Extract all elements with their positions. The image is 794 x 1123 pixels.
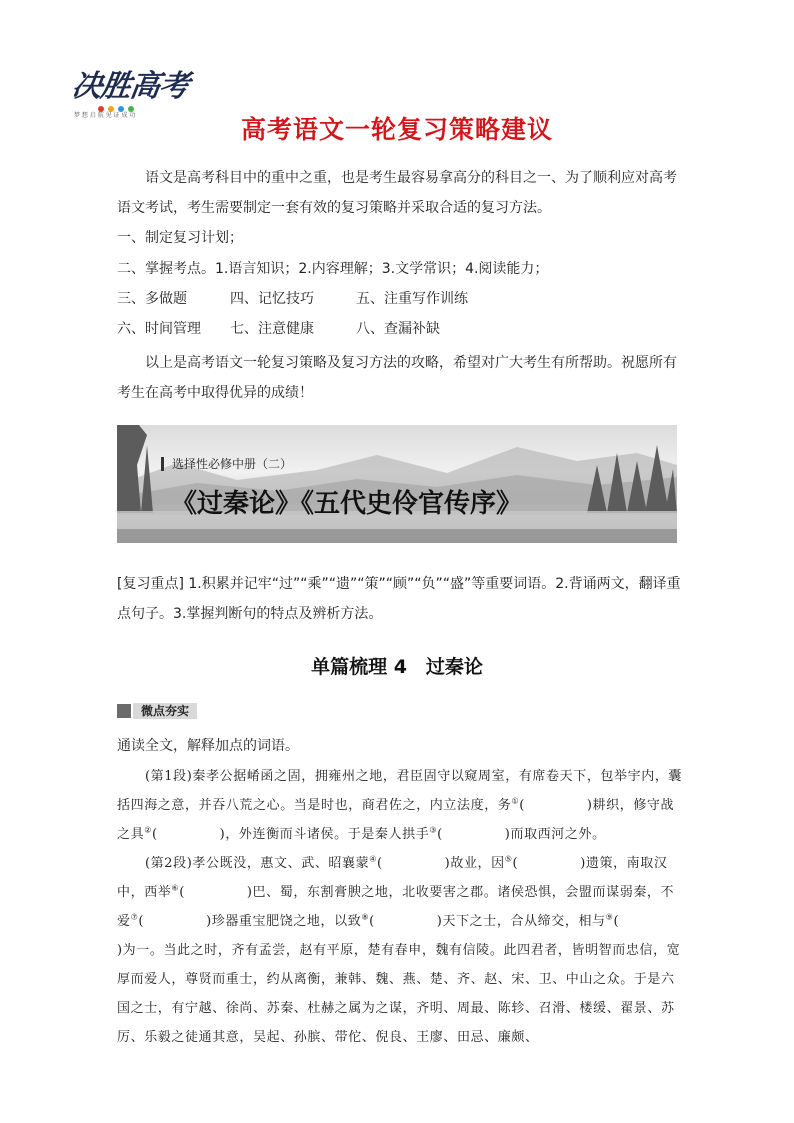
strategy-row-4 bbox=[117, 314, 440, 344]
section-tag bbox=[117, 703, 197, 719]
mark-5: ⑤ bbox=[504, 854, 513, 864]
mark-7: ⑦ bbox=[130, 912, 139, 922]
review-focus: [复习重点] 1.积累并记牢“过”“乘”“遗”“策”“顾”“负”“盛”等重要词语。2.背诵两文，翻译重点句子。3.掌握判断句的特点及辨析方法。 bbox=[117, 576, 681, 622]
mark-6: ⑥ bbox=[171, 883, 180, 893]
p2-part-f: 天下之士，合从缔交，相与 bbox=[442, 914, 606, 929]
strategy-item-4: 四、记忆技巧 bbox=[230, 291, 314, 307]
tag-label: 微点夯实 bbox=[133, 703, 197, 719]
mark-2: ② bbox=[144, 825, 152, 835]
mark-8: ⑧ bbox=[361, 912, 370, 922]
strategy-item-5: 五、注重写作训练 bbox=[356, 291, 468, 307]
p2-part-d: 巴、蜀，东割膏腴之地，北收要害之郡。诸侯恐惧，会盟而谋弱秦，不爱 bbox=[117, 885, 675, 929]
banner-title: 《过秦论》《五代史伶官传序》 bbox=[171, 489, 523, 519]
p1-part-b: 耕织，修守战之具 bbox=[117, 798, 675, 842]
bars-icon bbox=[117, 704, 131, 718]
logo-text: 决胜高考 bbox=[69, 69, 191, 104]
closing-paragraph: 以上是高考语文一轮复习策略及复习方法的攻略，希望对广大考生有所帮助。祝愿所有考生在高考中取得优异的成绩！ bbox=[117, 355, 677, 401]
strategy-item-2: 二、掌握考点。1.语言知识；2.内容理解；3.文学常识；4.阅读能力； bbox=[117, 261, 549, 277]
chapter-banner bbox=[117, 425, 677, 543]
instruction-text: 通读全文，解释加点的词语。 bbox=[117, 738, 299, 754]
intro-paragraph: 语文是高考科目中的重中之重，也是考生最容易拿高分的科目之一、为了顺利应对高考语文考试，考生需要制定一套有效的复习策略并采取合适的复习方法。 bbox=[117, 170, 677, 216]
text-paragraph-2: (第2段)孝公既没，惠文、武、昭襄蒙④( )故业，因⑤( )遗策，南取汉中，西举⑥( )巴、蜀，东割膏腴之地，北收要害之郡。诸侯恐惧，会盟而谋弱秦，不爱⑦( )珍器重宝肥饶之地，以致⑧( )天下之士，合从缔交，相与⑨()为一。当此之时，齐有孟尝，赵有平原，楚有春申，魏有信陵。此四君者，皆明智而忠信，宽厚而爱人，尊贤而重士，约从离衡，兼韩、魏、燕、楚、齐、赵、宋、卫、中山之众。于是六国之士，有宁越、徐尚、苏秦、杜赫之属为之谋，齐明、周最、陈轸、召滑、楼缓、翟景、苏厉、乐毅之徒通其意，吴起、孙膑、带佗、倪良、王廖、田忌、廉颇、 bbox=[117, 854, 681, 1045]
p1-part-d: 而取西河之外。 bbox=[510, 827, 606, 842]
strategy-item-7: 七、注意健康 bbox=[230, 321, 314, 337]
banner-subtitle: 选择性必修中册（二） bbox=[161, 457, 292, 471]
p1-part-c: ，外连衡而斗诸侯。于是秦人拱手 bbox=[225, 827, 430, 842]
p2-part-c: 遗策，南取汉中，西举 bbox=[117, 856, 668, 900]
strategy-item-8: 八、查漏补缺 bbox=[356, 321, 440, 337]
p2-part-a: (第2段)孝公既没，惠文、武、昭襄蒙 bbox=[145, 856, 370, 871]
mark-4: ④ bbox=[369, 854, 377, 864]
p2-part-b: 故业，因 bbox=[450, 856, 505, 871]
p2-part-g: 为一。当此之时，齐有孟尝，赵有平原，楚有春申，魏有信陵。此四君者，皆明智而忠信，宽厚而爱人，尊贤而重士，约从离衡，兼韩、魏、燕、楚、齐、赵、宋、卫、中山之众。于是六国之士，有宁越、徐尚、苏秦、杜赫之属为之谋，齐明、周最、陈轸、召滑、楼缓、翟景、苏厉、乐毅之徒通其意，吴起、孙膑、带佗、倪良、王廖、田忌、廉颇、 bbox=[117, 943, 681, 1045]
strategy-row-3 bbox=[117, 284, 468, 314]
section-title: 单篇梳理 4 过秦论 bbox=[311, 656, 483, 678]
text-paragraph-1: (第1段)秦孝公据崤函之固，拥雍州之地，君臣固守以窥周室，有席卷天下，包举宇内，囊括四海之意，并吞八荒之心。当是时也，商君佐之，内立法度，务①( )耕织，修守战之具②( )，外连衡而斗诸侯。于是秦人拱手③( )而取西河之外。 bbox=[117, 769, 683, 842]
strategy-item-6: 六、时间管理 bbox=[117, 321, 201, 337]
mark-1: ① bbox=[511, 796, 520, 806]
strategy-item-1: 一、制定复习计划； bbox=[117, 230, 243, 246]
p1-part-a: (第1段)秦孝公据崤函之固，拥雍州之地，君臣固守以窥周室，有席卷天下，包举宇内，囊括四海之意，并吞八荒之心。当是时也，商君佐之，内立法度，务 bbox=[117, 769, 683, 813]
p2-part-e: 珍器重宝肥饶之地，以致 bbox=[211, 914, 362, 929]
mark-9: ⑨ bbox=[605, 912, 614, 922]
document-title: 高考语文一轮复习策略建议 bbox=[240, 115, 553, 144]
strategy-item-3: 三、多做题 bbox=[117, 291, 187, 307]
mark-3: ③ bbox=[429, 825, 438, 835]
logo-caption: 梦 想 启 航 见 证 成 功 bbox=[74, 112, 136, 119]
